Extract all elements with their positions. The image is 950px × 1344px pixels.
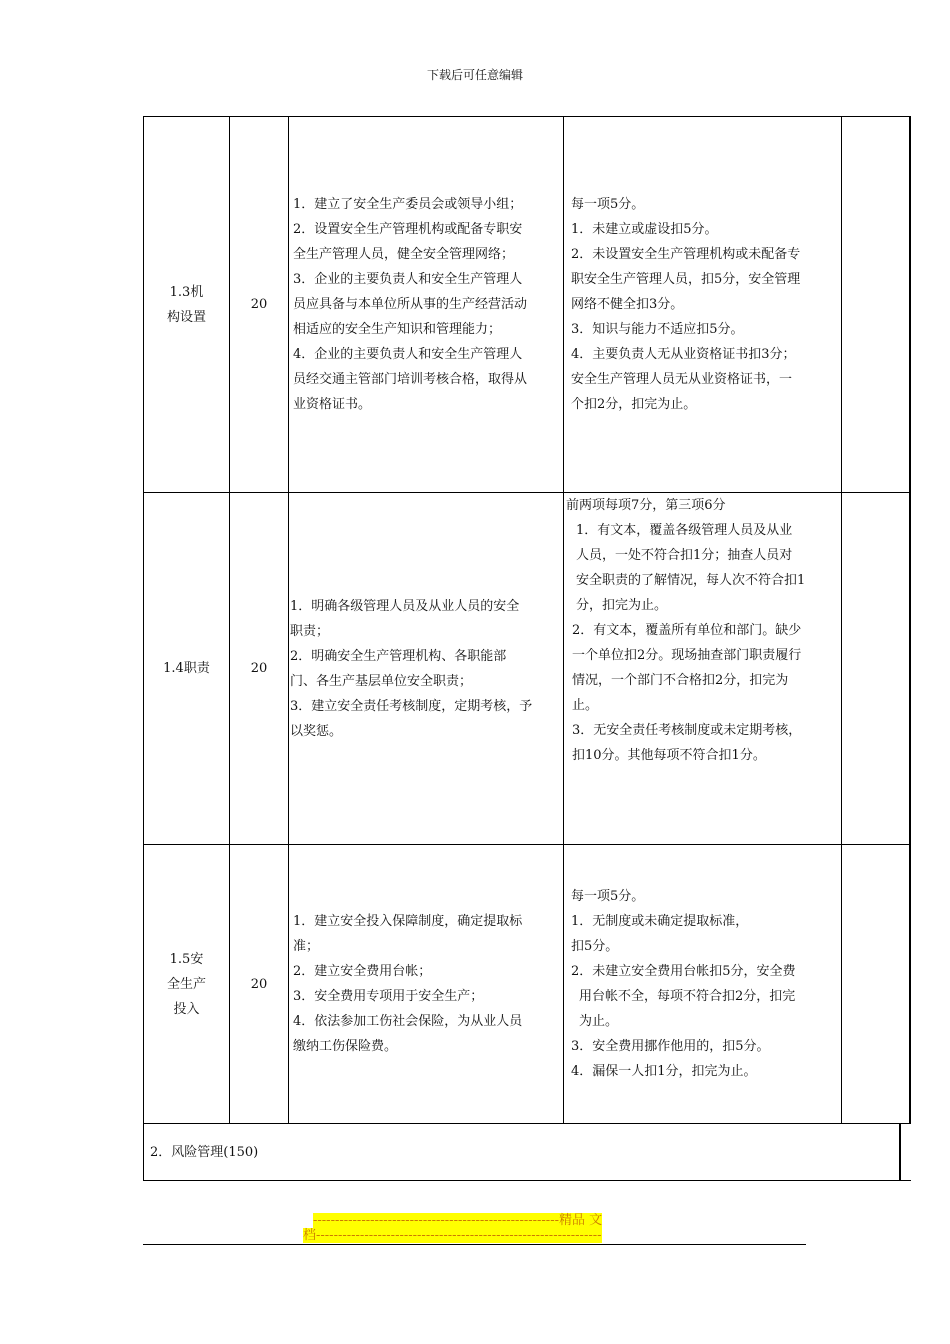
score-value: 20 [250,976,268,992]
scoring-line: 3．安全费用挪作他用的，扣5分。 [571,1039,770,1054]
table-row-score [230,493,288,844]
footer-line-1: --------------------------------------------------------精品 文 [313,1213,603,1228]
scoring-line: 用台帐不全，每项不符合扣2分，扣完 [579,989,796,1004]
page-header: 下载后可任意编辑 [426,68,523,82]
table-row-requirements [290,493,560,844]
item-label: 投入 [173,1001,200,1017]
requirement-line: 缴纳工伤保险费。 [293,1039,398,1054]
item-label: 1.5安 [169,951,204,967]
requirement-line: 3．建立安全责任考核制度，定期考核，予 [290,698,533,714]
table-row-item [144,493,229,844]
scoring-line: 2．未建立安全费用台帐扣5分，安全费 [571,964,796,979]
section-label: 2．风险管理(150) [150,1144,259,1160]
table-row-scoring [571,845,839,1123]
scoring-line: 1．无制度或未确定提取标准， [571,914,749,929]
requirement-line: 4．依法参加工伤社会保险，为从业人员 [293,1014,523,1029]
requirement-line: 2．明确安全生产管理机构、各职能部 [290,648,507,664]
scoring-line: 扣5分。 [571,939,619,954]
grid-line [288,116,289,1124]
scoring-line: 一个单位扣2分。现场抽查部门职责履行 [572,648,802,663]
scoring-line: 情况，一个部门不合格扣2分，扣完为 [572,673,789,688]
scoring-line: 2．有文本，覆盖所有单位和部门。缺少 [572,623,802,638]
scoring-line: 每一项5分。 [571,889,645,904]
requirement-line: 3．安全费用专项用于安全生产； [293,989,484,1004]
scoring-line: 2．未设置安全生产管理机构或未配备专 [571,247,801,262]
score-value: 20 [250,661,268,676]
scoring-line: 人员，一处不符合扣1分；抽查人员对 [576,548,793,563]
scoring-line: 为止。 [579,1014,619,1029]
scoring-line: 分，扣完为止。 [576,598,668,613]
requirement-line: 员经交通主管部门培训考核合格，取得从 [293,372,528,387]
scoring-line: 1．未建立或虚设扣5分。 [571,222,718,237]
table-row-score [230,845,288,1123]
scoring-line: 安全职责的了解情况，每人次不符合扣1 [576,573,806,588]
scoring-line: 每一项5分。 [571,197,645,212]
scoring-line: 3．知识与能力不适应扣5分。 [571,322,744,337]
item-label: 全生产 [166,976,206,992]
scoring-line: 4．主要负责人无从业资格证书扣3分； [571,347,796,362]
requirement-line: 职责； [290,623,330,639]
requirement-line: 业资格证书。 [293,397,372,412]
requirement-line: 1．明确各级管理人员及从业人员的安全 [290,598,520,614]
table-row-scoring [571,117,839,492]
requirement-line: 3．企业的主要负责人和安全生产管理人 [293,272,523,287]
table-row-score [230,117,288,492]
requirement-line: 2．建立安全费用台帐； [293,964,432,979]
grid-line [909,116,911,1124]
table-row-requirements [293,117,559,492]
requirement-line: 准； [293,939,320,954]
requirement-line: 全生产管理人员，健全安全管理网络； [293,247,515,262]
score-value: 20 [250,297,268,312]
section-heading [150,1124,890,1180]
scoring-line: 网络不健全扣3分。 [571,297,684,312]
scoring-line: 前两项每项7分，第三项6分 [566,498,726,513]
scoring-line: 个扣2分，扣完为止。 [571,397,697,412]
requirement-line: 1．建立了安全生产委员会或领导小组； [293,197,523,212]
requirement-line: 2．设置安全生产管理机构或配备专职安 [293,222,523,237]
table-row-item [144,117,229,492]
requirement-line: 员应具备与本单位所从事的生产经营活动 [293,297,528,312]
scoring-line: 扣10分。其他每项不符合扣1分。 [572,748,766,763]
item-label: 1.4职责 [163,661,210,676]
requirement-line: 1．建立安全投入保障制度，确定提取标 [293,914,523,929]
grid-line [563,116,564,1124]
table-row-requirements [293,845,559,1123]
item-label: 1.3机 [169,284,204,300]
grid-line [143,1244,806,1245]
table-row-scoring [566,493,838,844]
item-label: 构设置 [166,309,206,325]
footer-line-2: 档----------------------------------------------------------------- [303,1228,602,1243]
requirement-line: 门、各生产基层单位安全职责； [290,673,473,689]
grid-line [143,1180,911,1181]
scoring-line: 止。 [572,698,599,713]
scoring-line: 职安全生产管理人员，扣5分，安全管理 [571,272,801,287]
requirement-line: 以奖惩。 [290,723,343,739]
requirement-line: 4．企业的主要负责人和安全生产管理人 [293,347,523,362]
scoring-line: 安全生产管理人员无从业资格证书，一 [571,372,793,387]
grid-line [841,116,842,1124]
requirement-line: 相适应的安全生产知识和管理能力； [293,322,502,337]
scoring-line: 1．有文本，覆盖各级管理人员及从业 [576,523,793,538]
table-row-item [144,845,229,1123]
scoring-line: 4．漏保一人扣1分，扣完为止。 [571,1064,757,1079]
grid-line [899,1124,901,1180]
scoring-line: 3．无安全责任考核制度或未定期考核， [572,723,802,738]
